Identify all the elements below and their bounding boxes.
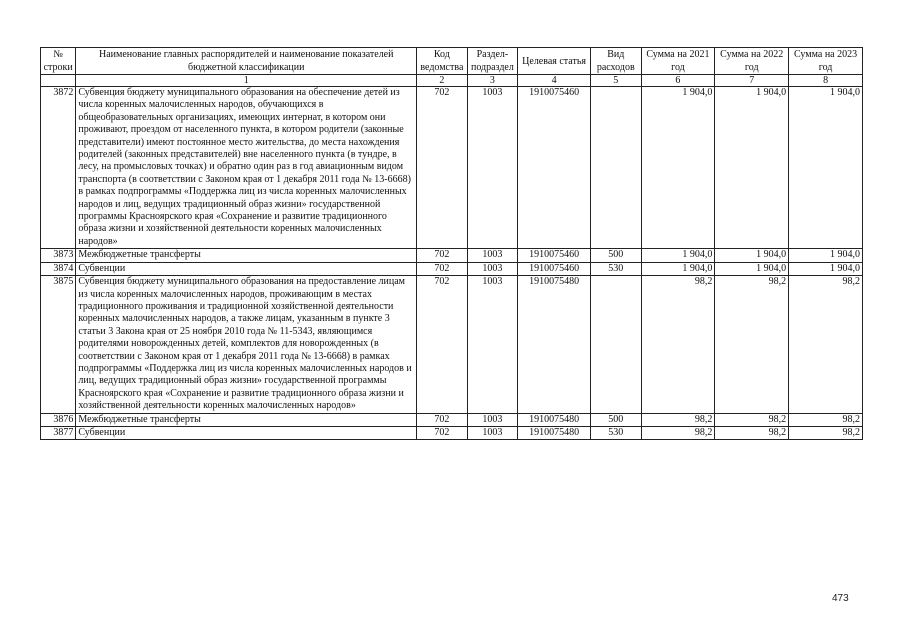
header-cell: Сумма на 2021 год <box>641 48 715 75</box>
ved-code: 702 <box>417 262 468 275</box>
column-number-cell: 1 <box>76 75 417 87</box>
ved-code: 702 <box>417 276 468 413</box>
row-number: 3873 <box>41 249 76 262</box>
header-cell: Вид расходов <box>590 48 641 75</box>
ved-code: 702 <box>417 249 468 262</box>
table-row <box>41 249 863 262</box>
sum-2021: 1 904,0 <box>641 87 715 249</box>
table-row <box>41 87 863 249</box>
header-cell: Сумма на 2022 год <box>715 48 789 75</box>
ved-code: 702 <box>417 426 468 439</box>
budget-table <box>40 47 863 440</box>
razdel-code: 1003 <box>467 262 518 275</box>
sum-2021: 1 904,0 <box>641 262 715 275</box>
cel-code: 1910075460 <box>518 87 591 249</box>
sum-2021: 98,2 <box>641 426 715 439</box>
column-number-cell: 6 <box>641 75 715 87</box>
cel-code: 1910075480 <box>518 413 591 426</box>
column-number-cell: 5 <box>590 75 641 87</box>
razdel-code: 1003 <box>467 276 518 413</box>
cel-code: 1910075460 <box>518 262 591 275</box>
sum-2023: 98,2 <box>789 413 863 426</box>
ved-code: 702 <box>417 413 468 426</box>
sum-2023: 1 904,0 <box>789 249 863 262</box>
header-cell: Сумма на 2023 год <box>789 48 863 75</box>
table-row <box>41 276 863 413</box>
sum-2022: 98,2 <box>715 426 789 439</box>
vid-code: 500 <box>590 413 641 426</box>
sum-2022: 98,2 <box>715 413 789 426</box>
column-number-cell: 3 <box>467 75 518 87</box>
razdel-code: 1003 <box>467 87 518 249</box>
vid-code <box>590 87 641 249</box>
ved-code: 702 <box>417 87 468 249</box>
header-cell: Раздел-подраздел <box>467 48 518 75</box>
razdel-code: 1003 <box>467 413 518 426</box>
column-number-cell: 7 <box>715 75 789 87</box>
vid-code: 500 <box>590 249 641 262</box>
sum-2021: 98,2 <box>641 413 715 426</box>
row-number: 3876 <box>41 413 76 426</box>
sum-2022: 1 904,0 <box>715 262 789 275</box>
column-number-cell <box>41 75 76 87</box>
row-name: Межбюджетные трансферты <box>76 413 417 426</box>
header-cell: Целевая статья <box>518 48 591 75</box>
sum-2023: 1 904,0 <box>789 262 863 275</box>
table-row <box>41 262 863 275</box>
column-number-cell: 4 <box>518 75 591 87</box>
table-row <box>41 413 863 426</box>
sum-2021: 1 904,0 <box>641 249 715 262</box>
row-number: 3875 <box>41 276 76 413</box>
razdel-code: 1003 <box>467 249 518 262</box>
page-number: 473 <box>832 593 849 604</box>
vid-code: 530 <box>590 262 641 275</box>
cel-code: 1910075480 <box>518 276 591 413</box>
cel-code: 1910075480 <box>518 426 591 439</box>
sum-2022: 1 904,0 <box>715 87 789 249</box>
sum-2021: 98,2 <box>641 276 715 413</box>
vid-code <box>590 276 641 413</box>
row-number: 3877 <box>41 426 76 439</box>
header-row <box>41 48 863 75</box>
sum-2023: 1 904,0 <box>789 87 863 249</box>
row-number: 3872 <box>41 87 76 249</box>
vid-code: 530 <box>590 426 641 439</box>
row-name: Субвенции <box>76 426 417 439</box>
row-number: 3874 <box>41 262 76 275</box>
header-cell: Наименование главных распорядителей и наименование показателей бюджетной классификации <box>76 48 417 75</box>
sum-2022: 1 904,0 <box>715 249 789 262</box>
sum-2023: 98,2 <box>789 276 863 413</box>
sum-2022: 98,2 <box>715 276 789 413</box>
column-number-cell: 2 <box>417 75 468 87</box>
row-name: Субвенции <box>76 262 417 275</box>
sum-2023: 98,2 <box>789 426 863 439</box>
header-cell: Код ведомства <box>417 48 468 75</box>
table-row <box>41 426 863 439</box>
cel-code: 1910075460 <box>518 249 591 262</box>
header-cell: № строки <box>41 48 76 75</box>
row-name: Субвенция бюджету муниципального образования на предоставление лицам из числа коренных малочисленных народов, проживающим в местах традиционного проживания и традиционной хозяйственной деятельности коренных малочисленных народов, а также лицам, указанным в пункте 3 статьи 3 Закона края от 25 ноября 2010 года № 11-5343, являющимся родителями новорожденных детей, комплектов для новорожденных (в соответствии с Законом края от 1 декабря 2011 года № 13-6668) в рамках подпрограммы «Поддержка лиц из числа коренных малочисленных народов и лиц, ведущих традиционный образ жизни» государственной программы Красноярского края «Сохранение и развитие традиционного образа жизни и хозяйственной деятельности коренных малочисленных народов» <box>76 276 417 413</box>
row-name: Межбюджетные трансферты <box>76 249 417 262</box>
column-number-row <box>41 75 863 87</box>
row-name: Субвенция бюджету муниципального образования на обеспечение детей из числа коренных малочисленных народов, обучающихся в общеобразовательных организациях, имеющих интернат, в котором они проживают, проездом от населенного пункта, в котором родители (законные представители) имеют постоянное место жительства, до места нахождения родителей (законных представителей) вне населенного пункта (в тундре, в лесу, на промысловых точках) и обратно один раз в год авиационным видом транспорта (в соответствии с Законом края от 1 декабря 2011 года № 13-6668) в рамках подпрограммы «Поддержка лиц из числа коренных малочисленных народов и лиц, ведущих традиционный образ жизни» государственной программы Красноярского края «Сохранение и развитие традиционного образа жизни и хозяйственной деятельности коренных малочисленных народов» <box>76 87 417 249</box>
column-number-cell: 8 <box>789 75 863 87</box>
razdel-code: 1003 <box>467 426 518 439</box>
